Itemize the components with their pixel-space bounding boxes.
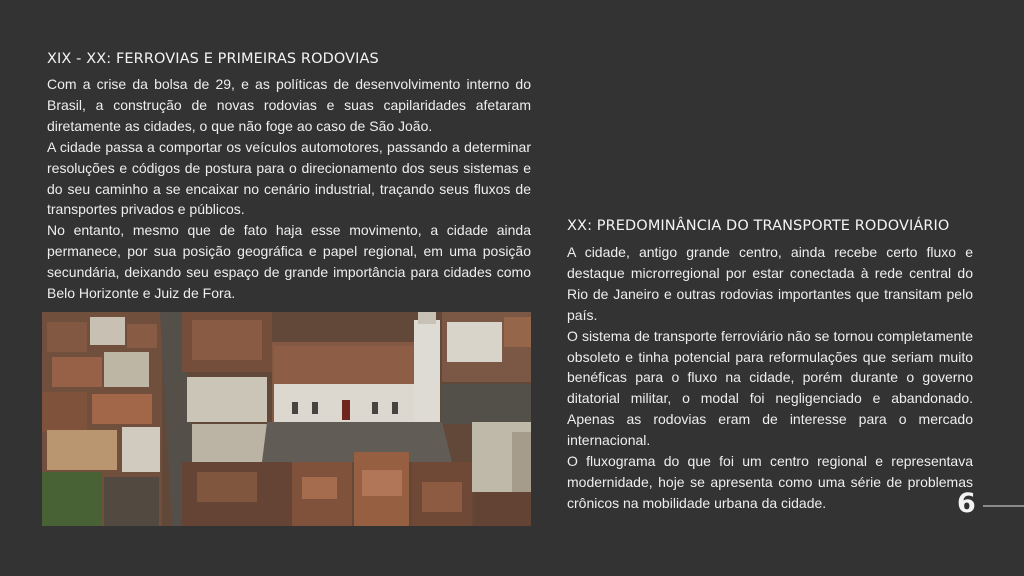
paragraph: A cidade passa a comportar os veículos automotores, passando a determinar resoluções e códigos de postura para o direcionamento dos seus sistemas e do seu caminho a se encaixar no cenário industrial, traçando seus fluxos de transportes privados e públicos. xyxy=(47,138,531,218)
paragraph: No entanto, mesmo que de fato haja esse movimento, a cidade ainda permanece, por sua posição geográfica e papel regional, em uma posição secundária, deixando seu espaço de grande importância para cidades como Belo Horizonte e Juiz de Fora. xyxy=(47,222,531,302)
section-transporte-rodoviario xyxy=(567,216,973,514)
paragraph: A cidade, antigo grande centro, ainda recebe certo fluxo e destaque microrregional por estar conectada à rede central do Rio de Janeiro e outras rodovias importantes que transitam pelo país. xyxy=(567,244,973,323)
paragraph: O sistema de transporte ferroviário não se tornou completamente obsoleto e tinha potencial para reformulações que seriam muito benéficas para o fluxo na cidade, porém durante o governo ditatorial militar, o modal foi negligenciado e abandonado. Apenas as rodovias eram de interesse para o mercado internacional. xyxy=(567,327,973,449)
page-number: 6 xyxy=(957,488,976,519)
paragraph: O fluxograma do que foi um centro regional e representava modernidade, hoje se apresenta como uma série de problemas crônicos na mobilidade urbana da cidade. xyxy=(567,453,973,511)
paragraph: Com a crise da bolsa de 29, e as políticas de desenvolvimento interno do Brasil, a construção de novas rodovias e suas capilaridades afetaram diretamente as cidades, o que não foge ao caso de São João. xyxy=(47,76,531,134)
page-number-rule xyxy=(983,505,1024,507)
aerial-city-photo xyxy=(42,312,531,526)
section-ferrovias xyxy=(47,49,531,304)
section-heading: XIX - XX: FERROVIAS E PRIMEIRAS RODOVIAS xyxy=(47,51,379,67)
section-heading: XX: PREDOMINÂNCIA DO TRANSPORTE RODOVIÁRIO xyxy=(567,218,950,234)
